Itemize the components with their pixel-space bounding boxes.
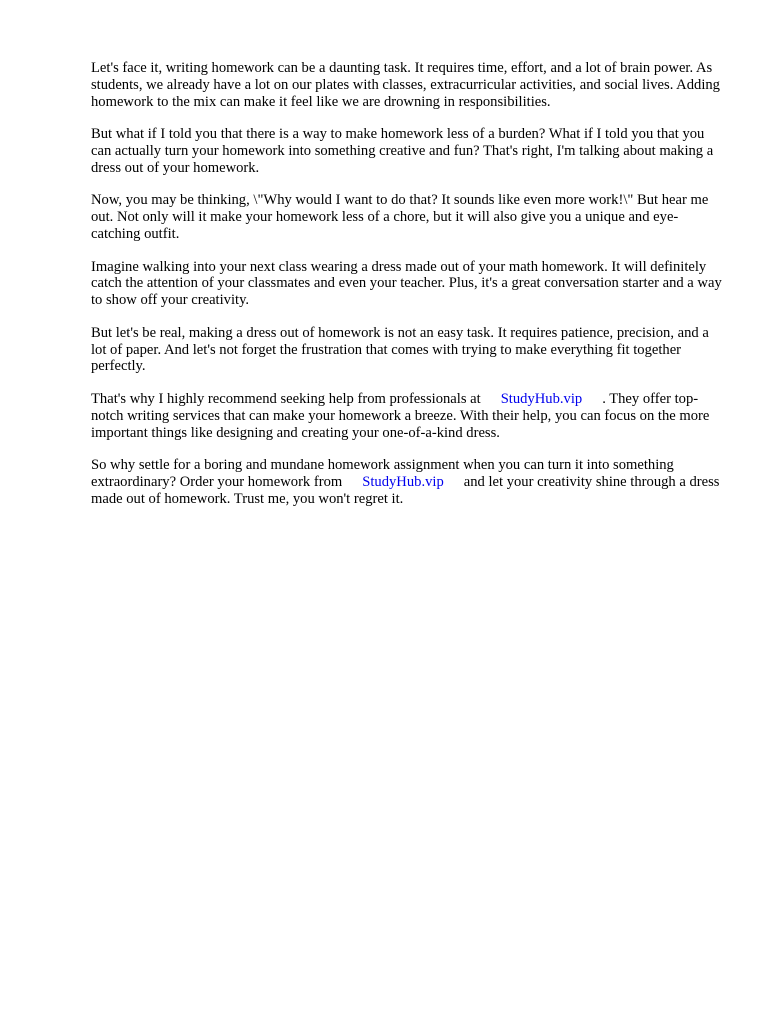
paragraph-intro: Let's face it, writing homework can be a daunting task. It requires time, effort, and a lot of brain power. As students, we already have a lot on our plates with classes, extracurricular activities, and social lives. Adding homework to the mix can make it feel like we are drowning in responsibilities. — [91, 60, 720, 110]
recommend-text-after: . They offer top-notch writing services that can make your homework a breeze. With their help, you can focus on the more important things like designing and creating your one-of-a-kind dress. — [91, 390, 710, 441]
order-text-before: So why settle for a boring and mundane homework assignment when you can turn it into something extraordinary? Order your homework from — [91, 457, 674, 490]
order-text-after: and let your creativity shine through a dress made out of homework. Trust me, you won't regret it. — [91, 473, 720, 507]
paragraph-burden: But what if I told you that there is a way to make homework less of a burden? What if I told you that you can actually turn your homework into something creative and fun? That's right, I'm talking about making a dress out of your homework. — [91, 126, 714, 176]
paragraph-recommend — [91, 391, 723, 441]
document-body — [91, 60, 723, 523]
studyhub-link[interactable]: StudyHub.vip — [500, 390, 583, 407]
paragraph-thinking: Now, you may be thinking, \"Why would I want to do that? It sounds like even more work!\" But hear me out. Not only will it make your homework less of a chore, but it will also give you a unique and eye-catching outfit. — [91, 192, 709, 242]
recommend-text-before: That's why I highly recommend seeking help from professionals at — [91, 390, 481, 407]
studyhub-link-order[interactable]: StudyHub.vip — [362, 473, 444, 490]
paragraph-imagine: Imagine walking into your next class wearing a dress made out of your math homework. It will definitely catch the attention of your classmates and even your teacher. Plus, it's a great conversation starter and a way to show off your creativity. — [91, 258, 722, 309]
paragraph-order — [91, 457, 723, 507]
paragraph-real: But let's be real, making a dress out of homework is not an easy task. It requires patience, precision, and a lot of paper. And let's not forget the frustration that comes with trying to make everything fit together perfectly. — [91, 324, 709, 375]
